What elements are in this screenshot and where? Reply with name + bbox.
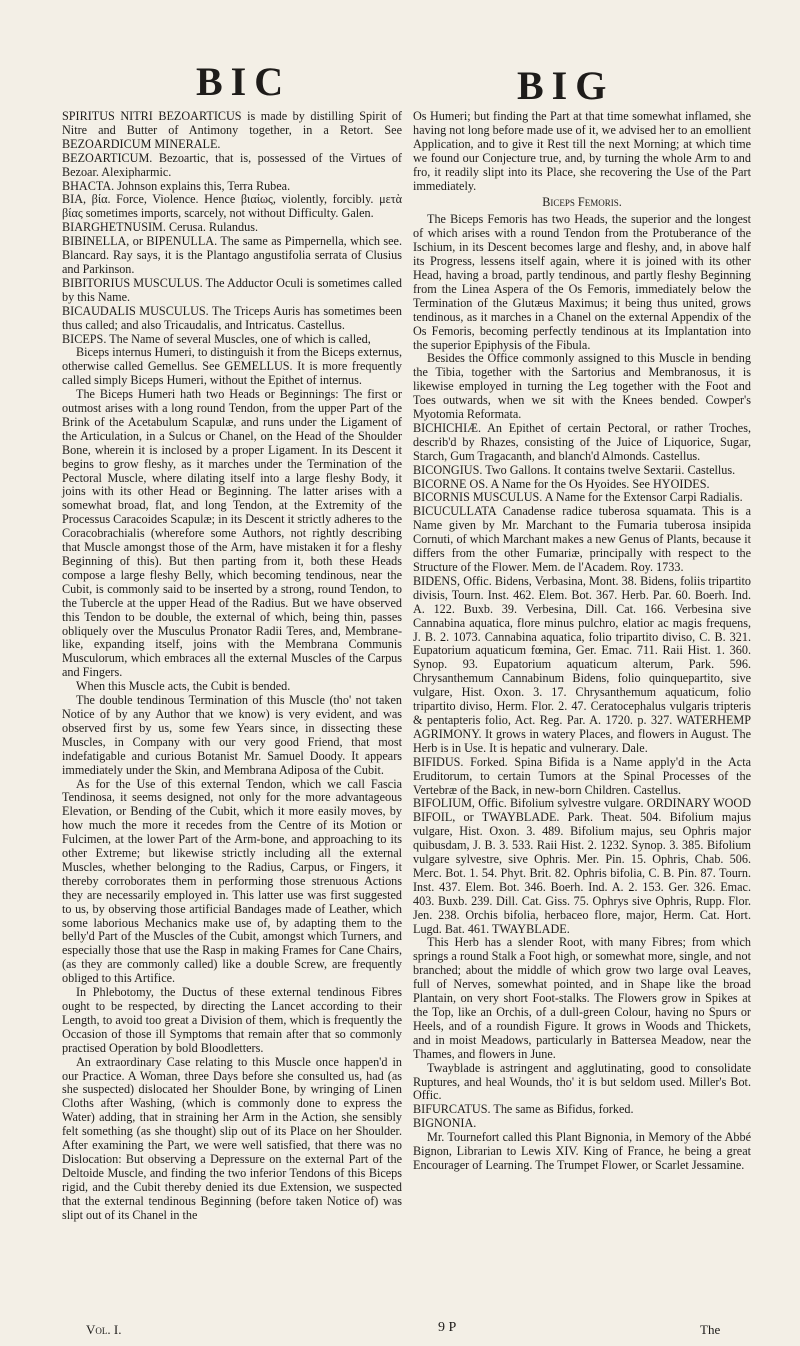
paragraph: Twayblade is astringent and agglutinating, good to consolidate Ruptures, and heal Wounds, tho' it is but seldom used. Miller's Bot. Offic. [413,1060,751,1103]
entry: BIFOLIUM, Offic. Bifolium sylvestre vulgare. ORDINARY WOOD BIFOIL, or TWAYBLADE. Park. Theat. 504. Bifolium majus vulgare, Hist. Oxon. 3. 489. Bifolium majus, seu Ophris major quibusdam, J. B. 3. 533. Raii Hist. 2. 1232. Synop. 3. 385. Bifolium vulgare sylvestre, sive Ophris. Mer. Pin. 15. Ophris, Chab. 506. Merc. Bot. 1. 54. Phyt. Brit. 82. Ophris bifolia, C. B. Pin. 87. Tourn. Inst. 437. Elem. Bot. 346. Boerh. Ind. A. 2. 153. Ger. 326. Emac. 403. Buxb. 239. Dill. Cat. Giss. 75. Ophrys sive Ophris, Rupp. Flor. Jen. 238. Orchis bifolia, herbaceo flore, major, Herm. Cat. Hort. Lugd. Bat. 461. TWAYBLADE. [413,796,751,936]
catchword: The [700,1322,721,1337]
running-header [0,58,800,106]
entry: SPIRITUS NITRI BEZOARTICUS is made by distilling Spirit of Nitre and Butter of Antimony together, in a Retort. See BEZOARDICUM MINERALE. [62,109,402,151]
entry: BICHICHIÆ. An Epithet of certain Pectoral, or rather Troches, describ'd by Rhazes, consisting of the Juice of Liquorice, Sugar, Starch, Gum Tragacanth, and blanch'd Almonds. Castellus. [413,420,751,463]
entry: BIFURCATUS. The same as Bifidus, forked. [413,1102,634,1117]
entry: BIFIDUS. Forked. Spina Bifida is a Name apply'd in the Acta Eruditorum, to certain Tumors at the Spinal Processes of the Vertebræ of the Back, in new-born Children. Castellus. [413,754,751,797]
entry: BIGNONIA. [413,1116,477,1131]
entry: BICONGIUS. Two Gallons. It contains twelve Sextarii. Castellus. [413,462,736,477]
paragraph: When this Muscle acts, the Cubit is bended. [76,679,291,694]
paragraph: Mr. Tournefort called this Plant Bignonia, in Memory of the Abbé Bignon, Librarian to Lewis XIV. King of France, he being a great Encourager of Learning. The Trumpet Flower, or Scarlet Jessamine. [413,1130,751,1172]
entry: BIA, βία. Force, Violence. Hence βιαίως, violently, forcibly. μετὰ βίας sometimes imports, scarcely, not without Difficulty. Galen. [62,192,402,221]
paragraph: In Phlebotomy, the Ductus of these external tendinous Fibres ought to be respected, by directing the Lancet according to their Length, to avoid too great a Division of them, which is frequently the Occasion of those ill Symptoms that remain after that so commonly practised Operation by bold Bloodletters. [62,985,402,1055]
paragraph: This Herb has a slender Root, with many Fibres; from which springs a round Stalk a Foot high, or somewhat more, single, and not branched; about the middle of which grow two large oval Leaves, full of Nerves, somewhat pointed, and in Shape like the broad Plantain, on very short Foot-stalks. The Flowers grow in Spikes at the Top, like an Orchis, of a dull-green Colour, having no Spurs or Heels, and of a roundish Figure. It grows in Woods and Thickets, and in moist Meadows, particularly in Battersea Meadow, near the Thames, and flowers in June. [413,935,751,1061]
entry: BICUCULLATA Canadense radice tuberosa squamata. This is a Name given by Mr. Marchant to the Fumaria tuberosa insipida Cornuti, of which Marchant makes a new Genus of Plants, because it differs from the other Fumariæ, principally with respect to the Structure of the Flower. Mem. de l'Academ. Roy. 1733. [413,504,751,574]
entry: BIARGHETNUSIM. Cerusa. Rulandus. [62,220,259,235]
section-heading: Biceps Femoris. [542,195,622,210]
paragraph: The double tendinous Termination of this Muscle (tho' not taken Notice of by any Author that we know) is very evident, and was observed first by us, some few Years since, in dissecting these Muscles, in Company with our very good Friend, that most indefatigable and curious Botanist Mr. Samuel Doody. It appears immediately under the Skin, and Membrana Adiposa of the Cubit. [62,693,402,777]
right-column [413,110,751,1173]
volume-label: Vol. I. [86,1322,122,1337]
entry: BIBINELLA, or BIPENULLA. The same as Pimpernella, which see. Blancard. Ray says, it is the Plantago angustifolia serrata of Clusius and Parkinson. [62,234,402,276]
entry: BICAUDALIS MUSCULUS. The Triceps Auris has sometimes been thus called; and also Tricaudalis, and Intricatus. Castellus. [62,303,402,332]
paragraph: The Biceps Humeri hath two Heads or Beginnings: The first or outmost arises with a long round Tendon, from the upper Part of the Brink of the Acetabulum Scapulæ, and runs under the Ligament of the Articulation, in a Sulcus or Chanel, on the Head of the Shoulder Bone, wherein it is inclosed by a proper Ligament. In its Descent it begins to grow fleshy, as it marches under the Termination of the Pectoral Muscle, where dilating itself into a large fleshy Body, it joins with its other Head or Beginning. The latter arises with a somewhat broad, flat, and long Tendon, at the Extremity of the Processus Caracoides Scapulæ; in its Descent it strictly adheres to the Coracobrachialis (wherefore some Authors, not rightly describing that Muscle amongst those of the Arm, have mistaken it for a fleshy Beginning of this). But then parting from it, both these Heads compose a large fleshy Belly, which becoming tendinous, near the Cubit, is commonly said to be inserted by a strong, round Tendon, to the Tubercle at the upper Head of the Radius. But we have observed this Tendon to be double, the external of which, being thin, passes obliquely over the Musculus Pronator Radii Teres, and, Membrane-like, expanding itself, joins with the Membrana Communis Musculorum, which embraces all the external Muscles of the Carpus and Fingers. [62,387,402,680]
entry: BICORNIS MUSCULUS. A Name for the Extensor Carpi Radialis. [413,490,743,505]
signature-mark: 9 P [438,1320,457,1335]
paragraph: An extraordinary Case relating to this Muscle once happen'd in our Practice. A Woman, three Days before she consulted us, had (as she suspected) dislocated her Shoulder Bone, by wringing of Linen Cloths after Washing, (which is commonly done to express the Water) adding, that in straining her Arm in the Action, she sensibly felt something (as she thought) slip out of its Place on her Shoulder. After examining the Part, we were well satisfied, that there was no Dislocation: But observing a Depressure on the external Part of the Deltoide Muscle, and finding the two inferior Tendons of this Biceps rigid, and the Cubit thereby denied its due Extension, we suspected that the external tendinous Beginning (before taken Notice of) was slipt out of its Chanel in the [62,1054,402,1222]
entry: BIDENS, Offic. Bidens, Verbasina, Mont. 38. Bidens, foliis tripartito divisis, Tourn. Inst. 462. Elem. Bot. 367. Herb. Par. 60. Boerh. Ind. A. 122. Buxb. 39. Verbesina, Dill. Cat. 166. Verbesina sive Cannabina aquatica, flore minus pulchro, elatior ac magis frequens, J. B. 2. 1073. Cannabina aquatica, folio tripartito diviso, C. B. 321. Eupatorium aquaticum fœmina, Ger. Emac. 711. Raii Hist. 1. 360. Synop. 93. Eupatorium aquaticum alterum, Park. 596. Chrysanthemum Cannabinum Bidens, folio quinquepartito, sive vulgare, Hist. Oxon. 3. 17. Chrysanthemum aquaticum, folio tripartito diviso, Herm. Flor. 2. 47. Ceratocephalus vulgaris tripteris & pentapteris folio, Act. Reg. Par. A. 1720. p. 327. WATERHEMP AGRIMONY. It grows in watery Places, and flowers in August. The Herb is in Use. It is hepatic and vulnerary. Dale. [413,573,751,755]
entry: BICEPS. The Name of several Muscles, one of which is called, [62,331,371,346]
paragraph: Besides the Office commonly assigned to this Muscle in bending the Tibia, together with the Sartorius and Membranosus, it is likewise employed in turning the Leg together with the Foot and Toes outwards, when we sit with the Knees bended. Cowper's Myotomia Reformata. [413,351,751,422]
left-column [62,110,402,1223]
header-left: BIC [196,59,292,104]
paragraph: As for the Use of this external Tendon, which we call Fascia Tendinosa, it seems designed, not only for the more advantageous Elevation, or Bending of the Cubit, which it more easily moves, by how much the more it recedes from the Centre of its Motion or Fulcimen, at the lower Part of the Arm-bone, and approaching to its other Extreme; but likewise strictly including all the external Muscles, whether belonging to the Radius, Carpus, or Fingers, it thereby corroborates them in performing those strenuous Actions they are necessarily employed in. This latter use was first suggested to us, by observing those artificial Bandages made of Leather, which some laborious Mechanics make use of, by adapting them to the belly'd Part of the Muscles of the Cubit, amongst which Turners, and especially those that use the Rasp in making Frames for Cane Chairs, (as they are commonly called) like a double Screw, are frequently obliged to this Artifice. [62,776,402,986]
entry: BIBITORIUS MUSCULUS. The Adductor Oculi is sometimes called by this Name. [62,275,402,304]
paragraph: Biceps internus Humeri, to distinguish it from the Biceps externus, otherwise called Gemellus. See GEMELLUS. It is more frequently called simply Biceps Humeri, without the Epithet of internus. [62,345,402,388]
entry: BEZOARTICUM. Bezoartic, that is, possessed of the Virtues of Bezoar. Alexipharmic. [62,150,402,179]
entry: BICORNE OS. A Name for the Os Hyoides. See HYOIDES. [413,476,710,491]
paragraph: Os Humeri; but finding the Part at that time somewhat inflamed, she having not long before made use of it, we advised her to an emollient Application, and to give it Rest till the next Morning; at which time we found our Conjecture true, and, by turning the whole Arm to and fro, it readily slipt into its Place, she recovering the Use of the Part immediately. [413,109,751,193]
header-right: BIG [517,63,615,108]
entry: BHACTA. Johnson explains this, Terra Rubea. [62,178,291,193]
paragraph: The Biceps Femoris has two Heads, the superior and the longest of which arises with a round Tendon from the Protuberance of the Ischium, in its Descent becomes large and fleshy, and, in above half its Progress, lessens itself again, where it is joined with its other Head, having a broad, partly tendinous, and partly fleshy Beginning from the Linea Aspera of the Os Femoris, immediately below the Termination of the Glutæus Maximus; it being thus united, grows tendinous, as it marches in a Chanel on the external Appendix of the Os Femoris, becoming perfectly tendinous at its Implantation into the superior Epiphysis of the Fibula. [413,212,751,352]
